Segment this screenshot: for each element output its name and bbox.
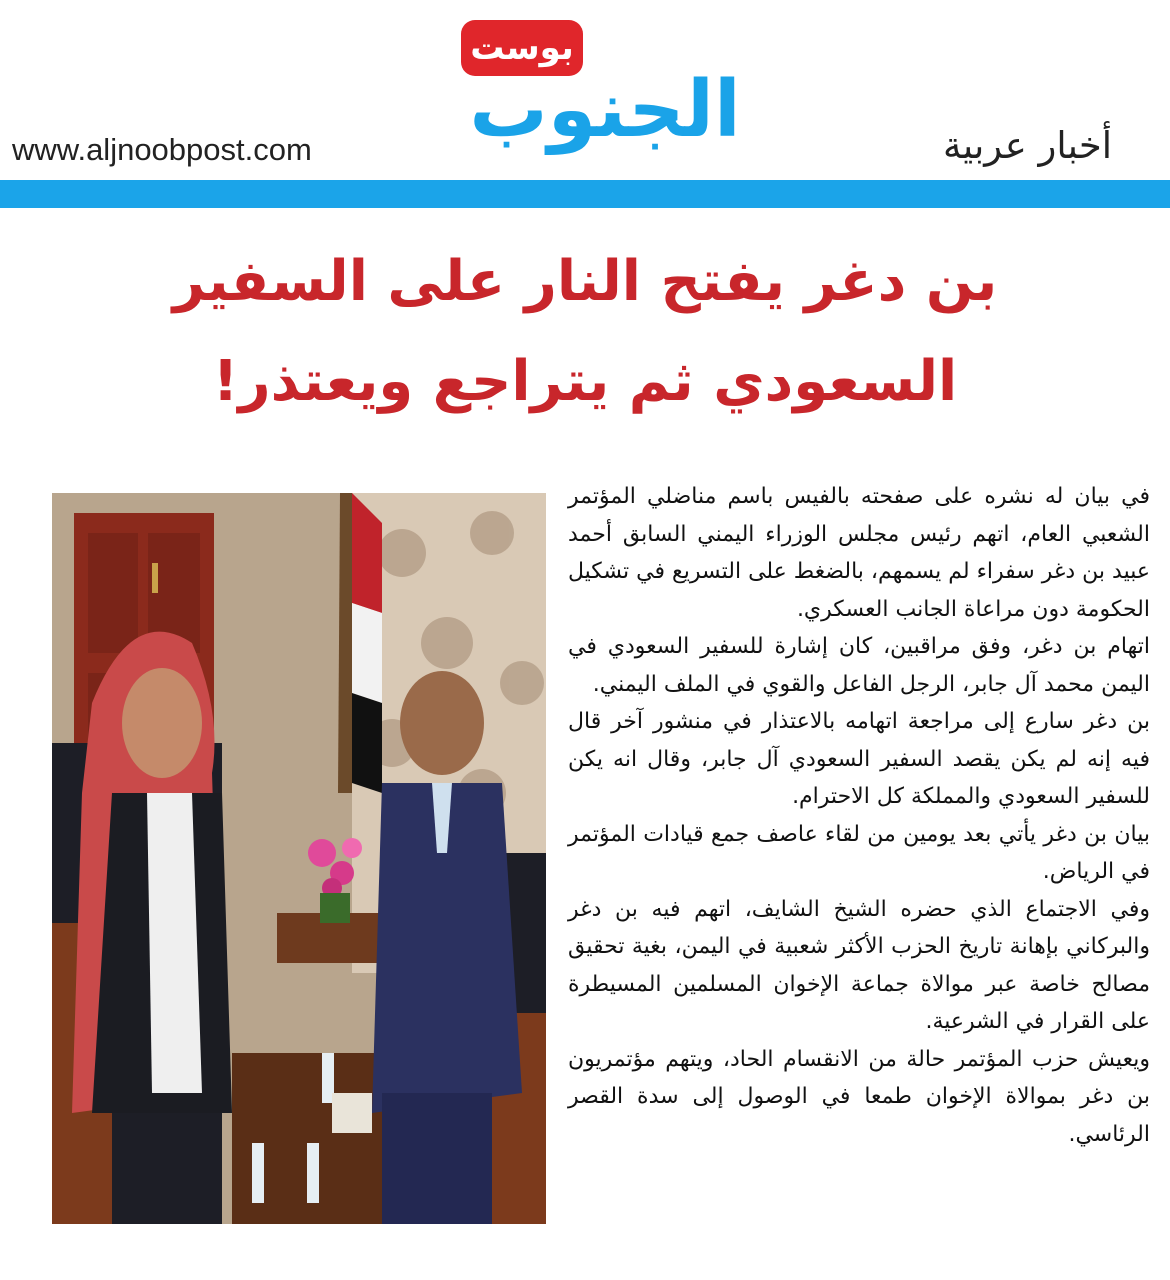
- section-label: أخبار عربية: [942, 124, 1112, 167]
- article-paragraph: بيان بن دغر يأتي بعد يومين من لقاء عاصف جمع قيادات المؤتمر في الرياض.: [568, 821, 1150, 884]
- page-header: [0, 0, 1170, 180]
- article-paragraph: وفي الاجتماع الذي حضره الشيخ الشايف، اتهم فيه بن دغر والبركاني بإهانة تاريخ الحزب الأكثر شعبية في اليمن، بغية تحقيق مصالح خاصة عبر موالاة جماعة الإخوان المسلمين المسيطرة على القرار في الشرعية.: [568, 896, 1150, 1034]
- headline-line-2: السعودي ثم يتراجع ويعتذر!: [212, 349, 958, 414]
- article-paragraph: بن دغر سارع إلى مراجعة اتهامه بالاعتذار في منشور آخر قال فيه إنه لم يكن يقصد السفير السعودي آل جابر، وقال انه يكن للسفير السعودي والمملكة كل الاحترام.: [568, 709, 1150, 809]
- logo-badge: بوست: [461, 20, 583, 76]
- meeting-photo-icon: [52, 493, 546, 1224]
- site-url: www.aljnoobpost.com: [12, 132, 312, 167]
- article-paragraph: ويعيش حزب المؤتمر حالة من الانقسام الحاد، ويتهم مؤتمريون بن دغر بموالاة الإخوان طمعا في الوصول إلى سدة القصر الرئاسي.: [568, 1046, 1150, 1147]
- headline-line-1: بن دغر يفتح النار على السفير: [172, 249, 998, 314]
- aljanoob-post-logo: [455, 12, 755, 162]
- article-body: [568, 478, 1150, 1258]
- meeting-photo: [52, 493, 546, 1224]
- headline: [80, 232, 1090, 432]
- article-paragraph: في بيان له نشره على صفحته بالفيس باسم مناضلي المؤتمر الشعبي العام، اتهم رئيس مجلس الوزراء اليمني السابق أحمد عبيد بن دغر سفراء لم يسمهم، بالضغط على التسريع في تشكيل الحكومة دون مراعاة الجانب العسكري.: [567, 484, 1150, 622]
- header-divider-bar: [0, 180, 1170, 208]
- article-paragraph: اتهام بن دغر، وفق مراقبين، كان إشارة للسفير السعودي في اليمن محمد آل جابر، الرجل الفاعل والقوي في الملف اليمني.: [568, 634, 1150, 697]
- logo-wordmark: الجنوب: [469, 65, 741, 155]
